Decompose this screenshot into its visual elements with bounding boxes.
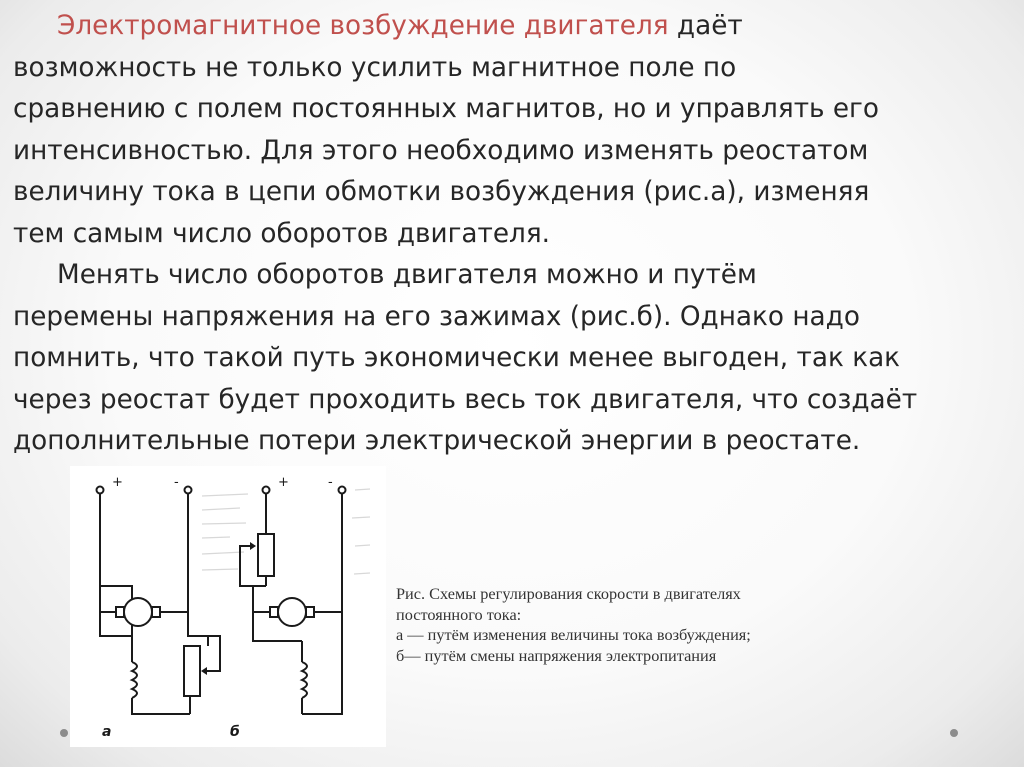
circuit-b [230,475,346,740]
figure-label-a: а [102,724,112,740]
caption-line-2: постоянного тока: [396,604,522,624]
paragraph-1-line-4: интенсивностью. Для этого необходимо изменять реостатом [13,135,869,166]
terminal-minus-a [185,487,192,494]
main-text [13,6,1018,463]
corner-dot-left [60,729,68,737]
paragraph-2-line-2: перемены напряжения на его зажимах (рис.б). Однако надо [13,301,860,332]
minus-label-b: - [328,475,333,490]
terminal-plus-b [263,487,270,494]
caption-line-3: а — путём изменения величины тока возбуждения; [396,625,751,644]
paragraph-1-line-5: величину тока в цепи обмотки возбуждения (рис.а), изменяя [13,177,870,207]
paragraph-2-line-1: Менять число оборотов двигателя можно и путём [57,260,757,290]
scan-artifacts [202,489,370,574]
paragraph-2-line-5: дополнительные потери электрической энергии в реостате. [13,426,861,456]
field-coil-a [132,662,137,698]
circuit-a [97,475,221,740]
rheostat-a [184,646,200,696]
paragraph-1-line-2: возможность не только усилить магнитное поле по [13,52,737,83]
plus-label-a: + [112,475,123,490]
caption-line-4: б— путём смены напряжения электропитания [396,645,717,665]
figure-label-b: б [230,724,240,740]
motor-a [124,598,152,626]
first-line-tail: даёт [668,11,743,41]
rheostat-b [258,534,274,576]
circuit-figure [70,466,386,747]
terminal-minus-b [339,487,346,494]
plus-label-b: + [278,475,289,490]
figure-caption [396,584,916,666]
paragraph-1-line-6: тем самым число оборотов двигателя. [13,218,551,249]
paragraph-2-line-4: через реостат будет проходить весь ток двигателя, что создаёт [13,384,918,415]
circuit-diagram [70,466,386,747]
paragraph-1-line-1 [13,6,1018,48]
terminal-plus-a [97,487,104,494]
minus-label-a: - [174,475,179,490]
accent-text: Электромагнитное возбуждение двигателя [57,11,669,41]
paragraph-2-line-3: помнить, что такой путь экономически менее выгоден, так как [13,343,901,373]
caption-line-1: Рис. Схемы регулирования скорости в двигателях [396,584,741,603]
field-coil-b [302,662,307,698]
motor-b [278,598,306,626]
paragraph-1-line-3: сравнению с полем постоянных магнитов, но и управлять его [13,94,879,124]
corner-dot-right [950,729,958,737]
